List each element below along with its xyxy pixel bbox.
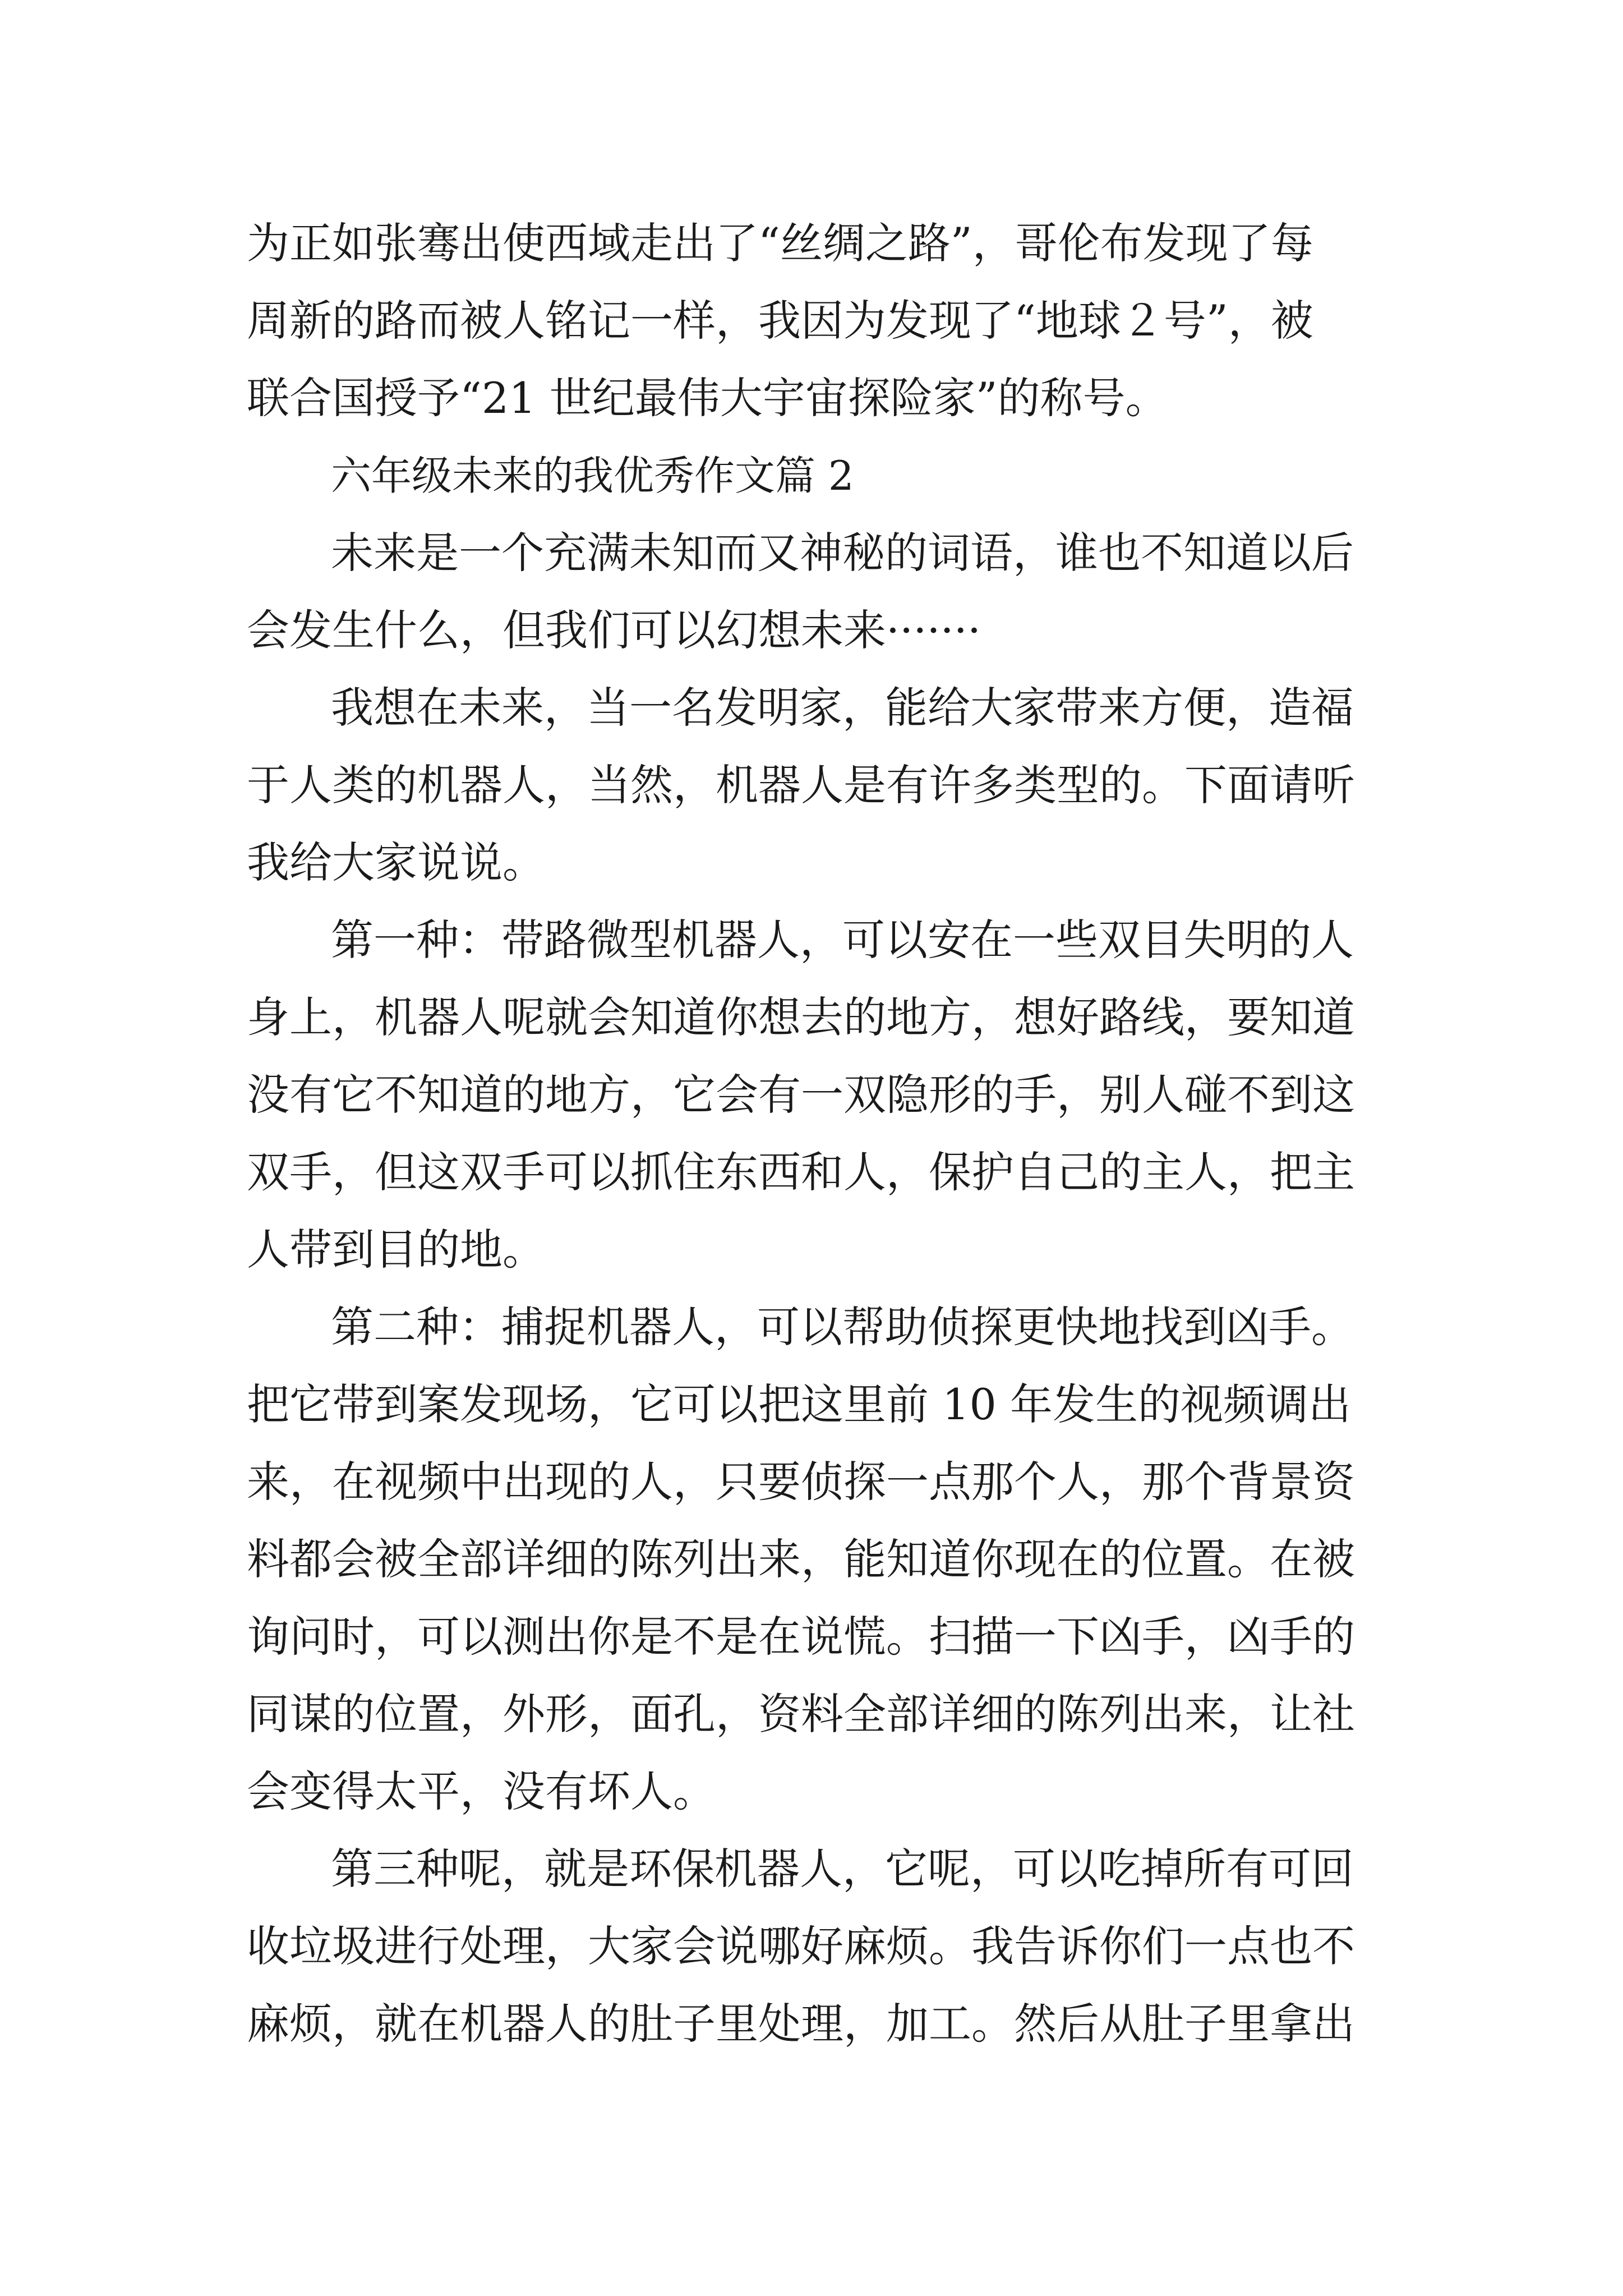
essay-line: 没有它不知道的地方，它会有一双隐形的手，别人碰不到这 — [247, 1070, 1355, 1120]
essay-line: 料都会被全部详细的陈列出来，能知道你现在的位置。在被 — [247, 1534, 1355, 1584]
essay-section-heading: 六年级未来的我优秀作文篇 2 — [331, 452, 854, 499]
essay-line: 同谋的位置，外形，面孔，资料全部详细的陈列出来，让社 — [247, 1689, 1355, 1739]
essay-line: 人带到目的地。 — [247, 1225, 545, 1274]
paragraph-start-line: 我想在未来，当一名发明家，能给大家带来方便，造福 — [331, 683, 1354, 733]
essay-line: 于人类的机器人，当然，机器人是有许多类型的。下面请听 — [247, 760, 1355, 810]
paragraph-start-line: 第三种呢，就是环保机器人，它呢，可以吃掉所有可回 — [331, 1844, 1354, 1894]
essay-line: 双手，但这双手可以抓住东西和人，保护自己的主人，把主 — [247, 1147, 1355, 1197]
essay-line: 会变得太平，没有坏人。 — [247, 1766, 716, 1816]
essay-line: 询问时，可以测出你是不是在说慌。扫描一下凶手，凶手的 — [247, 1612, 1355, 1662]
essay-line: 收垃圾进行处理，大家会说哪好麻烦。我告诉你们一点也不 — [247, 1921, 1355, 1971]
essay-line: 来，在视频中出现的人，只要侦探一点那个人，那个背景资 — [247, 1457, 1355, 1507]
essay-line: 麻烦，就在机器人的肚子里处理，加工。然后从肚子里拿出 — [247, 1999, 1355, 2049]
essay-line: 会发生什么，但我们可以幻想未来······· — [247, 605, 981, 655]
essay-line: 身上，机器人呢就会知道你想去的地方，想好路线，要知道 — [247, 992, 1355, 1042]
essay-line: 我给大家说说。 — [247, 838, 545, 887]
essay-line: 联合国授予“21 世纪最伟大宇宙探险家”的称号。 — [247, 373, 1168, 423]
essay-line: 为正如张骞出使西域走出了“丝绸之路”，哥伦布发现了每 — [247, 218, 1313, 268]
essay-body — [247, 205, 1391, 2063]
essay-line: 周新的路而被人铭记一样，我因为发现了“地球２号”，被 — [247, 296, 1313, 346]
essay-line: 把它带到案发现场，它可以把这里前 10 年发生的视频调出 — [247, 1379, 1352, 1429]
paragraph-start-line: 第二种：捕捉机器人，可以帮助侦探更快地找到凶手。 — [331, 1302, 1354, 1352]
paragraph-start-line: 第一种：带路微型机器人，可以安在一些双目失明的人 — [331, 915, 1354, 965]
paragraph-start-line: 未来是一个充满未知而又神秘的词语，谁也不知道以后 — [331, 528, 1354, 578]
